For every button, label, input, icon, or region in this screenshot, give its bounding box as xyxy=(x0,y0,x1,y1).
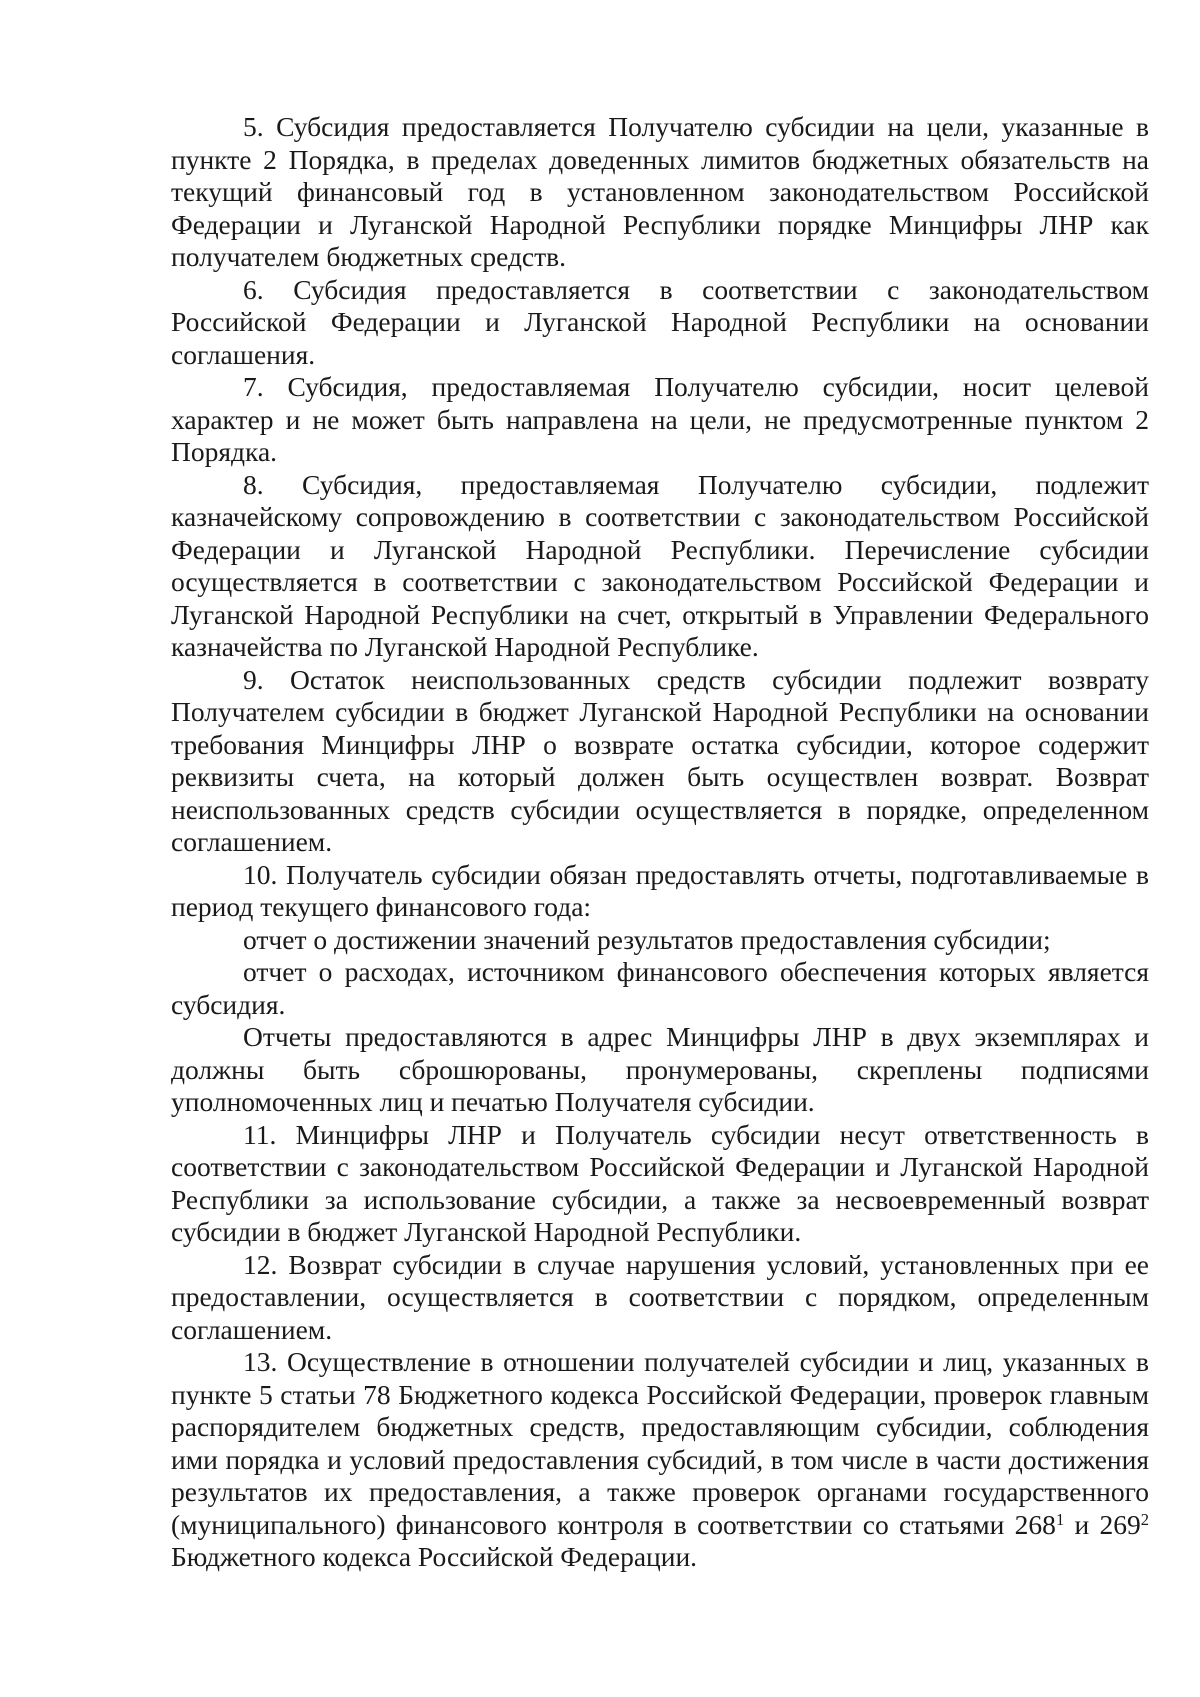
paragraph-9: 9. Остаток неиспользованных средств субсидии подлежит возврату Получателем субсидии в бюджет Луганской Народной Республики на основании требования Минцифры ЛНР о возврате остатка субсидии, которое содержит реквизиты счета, на который должен быть осуществлен возврат. Возврат неиспользованных средств субсидии осуществляется в порядке, определенном соглашением. xyxy=(171,663,1149,857)
paragraph-13-text-c: Бюджетного кодекса Российской Федерации. xyxy=(171,1541,698,1572)
paragraph-13-text-a: 13. Осуществление в отношении получателей субсидии и лиц, указанных в пункте 5 статьи 78 Бюджетного кодекса Российской Федерации, проверок главным распорядителем бюджетных средств, предоставляющим субсидии, соблюдения ими порядка и условий предоставления субсидий, в том числе в части достижения результатов их предоставления, а также проверок органами государственного (муниципального) финансового контроля в соответствии со статьями 268 xyxy=(171,1346,1149,1540)
paragraph-10-reports-submission: Отчеты предоставляются в адрес Минцифры ЛНР в двух экземплярах и должны быть сброшюрованы, пронумерованы, скреплены подписями уполномоченных лиц и печатью Получателя субсидии. xyxy=(171,1021,1149,1117)
paragraph-10-report-expenses: отчет о расходах, источником финансового обеспечения которых является субсидия. xyxy=(171,956,1149,1020)
paragraph-13-text-b: и 269 xyxy=(1064,1508,1141,1540)
paragraph-10-report-results: отчет о достижении значений результатов предоставления субсидии; xyxy=(243,923,1051,955)
document-page xyxy=(171,111,1149,1574)
paragraph-12: 12. Возврат субсидии в случае нарушения условий, установленных при ее предоставлении, осуществляется в соответствии с порядком, определенным соглашением. xyxy=(171,1248,1149,1345)
paragraph-11: 11. Минцифры ЛНР и Получатель субсидии несут ответственность в соответствии с законодательством Российской Федерации и Луганской Народной Республики за использование субсидии, а также за несвоевременный возврат субсидии в бюджет Луганской Народной Республики. xyxy=(171,1118,1149,1247)
article-269-superscript: 2 xyxy=(1140,1510,1149,1530)
paragraph-8: 8. Субсидия, предоставляемая Получателю субсидии, подлежит казначейскому сопровождению в соответствии с законодательством Российской Федерации и Луганской Народной Республики. Перечисление субсидии осуществляется в соответствии с законодательством Российской Федерации и Луганской Народной Республики на счет, открытый в Управлении Федерального казначейства по Луганской Народной Республике. xyxy=(171,468,1149,662)
paragraph-5: 5. Субсидия предоставляется Получателю субсидии на цели, указанные в пункте 2 Порядка, в пределах доведенных лимитов бюджетных обязательств на текущий финансовый год в установленном законодательством Российской Федерации и Луганской Народной Республики порядке Минцифры ЛНР как получателем бюджетных средств. xyxy=(171,111,1149,272)
paragraph-10: 10. Получатель субсидии обязан предоставлять отчеты, подготавливаемые в период текущего финансового года: xyxy=(171,858,1149,922)
article-268-superscript: 1 xyxy=(1055,1510,1065,1530)
paragraph-7: 7. Субсидия, предоставляемая Получателю субсидии, носит целевой характер и не может быть направлена на цели, не предусмотренные пунктом 2 Порядка. xyxy=(171,371,1149,467)
paragraph-6: 6. Субсидия предоставляется в соответствии с законодательством Российской Федерации и Луганской Народной Республики на основании соглашения. xyxy=(171,273,1149,370)
paragraph-13 xyxy=(171,1346,1149,1574)
